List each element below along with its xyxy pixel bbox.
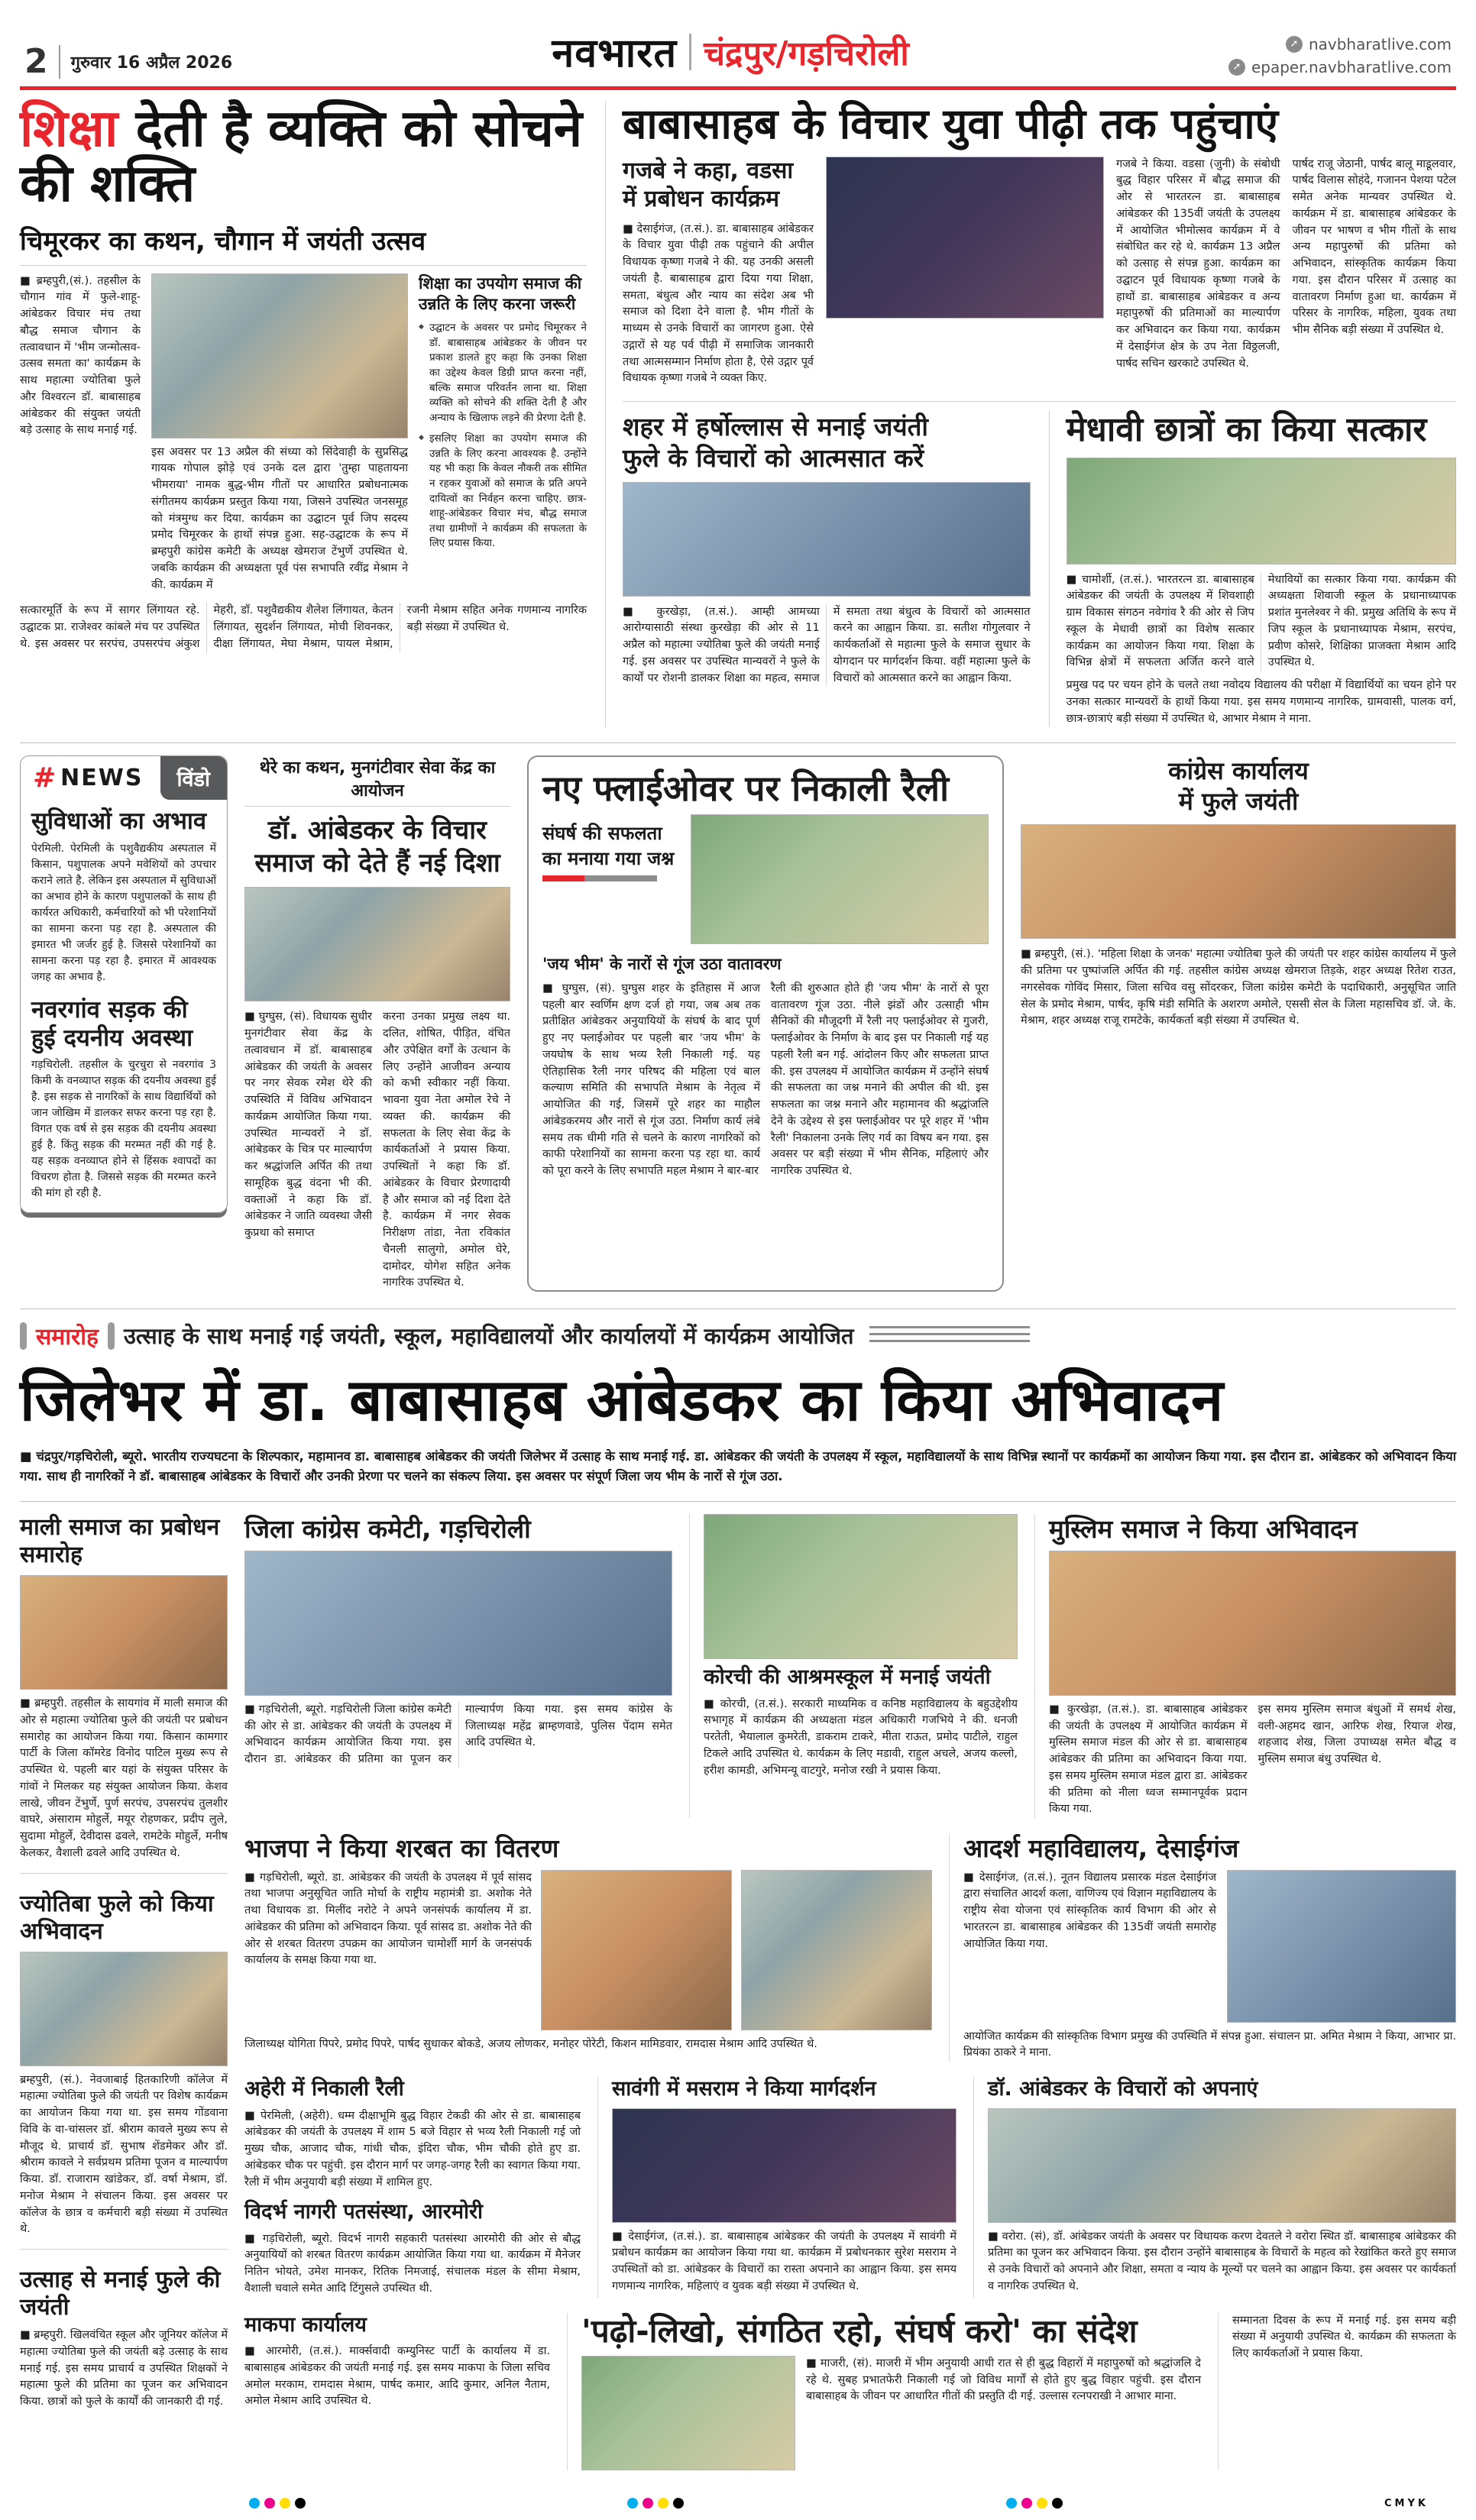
article-vichar-nai-disha: [244, 755, 510, 1292]
print-registration-footer: [20, 2492, 1456, 2512]
sidebox-item: ◆ उद्घाटन के अवसर पर प्रमोद चिमूरकर ने डॉ. बाबासाहब आंबेडकर के जीवन पर प्रकाश डालते हुए कहा कि उनका शिक्षा का उद्देश्य केवल डिग्री प्राप्त करना नहीं, बल्कि समाज परिवर्तन लाना था. शिक्षा व्यक्ति को सोचने की शक्ति देती है और अन्याय के खिलाफ लड़ने की प्रेरणा देती है.: [419, 321, 587, 425]
bjp-content-row: [244, 1870, 932, 2030]
photo-mali-samaj-gathering: [20, 1575, 228, 1690]
mali-body: ■ ब्रम्हपुरी. तहसील के सायगांव में माली समाज की ओर से महात्मा ज्योतिबा फुले की जयंती पर प्रबोधन समारोह का आयोजन किया गया. किसान कामगार पार्टी के जिला कॉमरेड विनोद पाटिल मुख्य रूप से उपस्थित थे. पहली बार यहां के संयुक्त परिसर के गांवों ने मिलकर यह संयुक्त आयोजन किया. केशव लाखे, जीवन टेंभुर्णे, पुर्ण सरपंच, उपसरपंच तुलशीर वाघरे, अंसाराम मोहुर्ले, मयूर रोहणकर, प्रदीप लुले, सुदामा मोहुर्ले, देवीदास ढवले, रामटेके मोहुर्ले, मनीष केलकर, वैशाली ढवले आदि उपस्थित थे.: [20, 1697, 228, 1859]
lower-main: [244, 1514, 1456, 2486]
photo-jila-congress-event: [244, 1551, 672, 1696]
cmyk-label: [1384, 2498, 1426, 2509]
divider: [59, 45, 60, 79]
apnayen-headline: डॉ. आंबेडकर के विचारों को अपनाएं: [988, 2077, 1258, 2101]
congress-phule-body: ■ ब्रम्हपुरी, (सं.). 'महिला शिक्षा के जनक' महात्मा ज्योतिबा फुले की जयंती पर शहर कांग्रेस कार्यालय में फुले की प्रतिमा पर पुष्पांजलि अर्पित की गई. तहसील कांग्रेस अध्यक्ष खेमराज तिड़के, शहर अध्यक्ष रितेश राउत, नगरसेवक गोविंद मिसार, जिला सचिव वसु सोंदरकर, जिला कांग्रेस कमेटी के पदाधिकारी, अनुसूचित जाति सेल के प्रमोद मेश्राम, पार्षद, कृषि मंडी समिति के अशरण अमोले, एससी सेल के जिला महासचिव डॉ. जे. के. मेश्राम, शहर अध्यक्ष राजू रामटेके, कार्यकर्ता बड़ी संख्या में उपस्थित थे.: [1021, 948, 1456, 1027]
muslim-headline: मुस्लिम समाज ने किया अभिवादन: [1049, 1514, 1358, 1545]
magenta-dot: [1021, 2498, 1032, 2509]
disha-body2: करना उनका प्रमुख लक्ष्य था. दलित, शोषित, पीड़ित, वंचित और उपेक्षित वर्गों के उत्थान के लिए उन्होंने आजीवन अन्याय को कभी स्वीकार नहीं किया. भावना युवा नेता अमोल रेचे ने व्यक्त की. कार्यक्रम की सफलता के लिए सेवा केंद्र के कार्यकर्ताओं ने प्रयास किया. उपस्थितों ने कहा कि डॉ. आंबेडकर के विचार प्रेरणादायी है और समाज को नई दिशा देते है. कार्यक्रम में नगर सेवक निरीक्षण तांडा, नेता रविकांत चैनली सालुगो, अमोल घेरे, दामोदर, योगेश सहित अनेक नागरिक उपस्थित थे.: [383, 1011, 510, 1289]
edition-name: चंद्रपुर/गड़चिरोली: [704, 34, 909, 73]
muslim-body-cols: [1049, 1702, 1456, 1818]
babasaheb-col3: पार्षद राजू जेठानी, पार्षद बालू माडूलवार, पार्षद विलास सोहंदे, गजानन पेशया पटेल समेत अनेक मान्यवर उपस्थित थे. कार्यक्रम में डा. बाबासाहब आंबेडकर के जीवन पर भाषण व भीम गीतों के साथ अन्य महापुरुषों की प्रतिमा को अभिवादन, सांस्कृतिक कार्यक्रम किया गया. इस दौरान परिसर में उत्साह का वातावरण निर्माण हुआ था. कार्यक्रम में परिसर के नागरिक, महिला, युवक तथा भीम सैनिक बड़ी संख्या में उपस्थित थे.: [1292, 157, 1456, 336]
news-item1-headline: सुविधाओं का अभाव: [31, 807, 207, 836]
kicker-bar: [20, 1322, 27, 1350]
savangi-body: ■ देसाईगंज, (त.सं.). डा. बाबासाहब आंबेडकर की जयंती के उपलक्ष्य में सावंगी में प्रबोधन कार्यक्रम का आयोजन किया गया था. कार्यक्रम में प्रबोधनकार सुरेश मसराम ने उपस्थितों को डा. आंबेडकर के विचारों का रास्ता अपनाने का आह्वान किया. इस समय गणमान्य नागरिक, महिलाएं व युवक बड़ी संख्या में उपस्थित थे.: [612, 2230, 956, 2292]
article-flyover-rally: [527, 755, 1004, 1292]
harsh-headline-line1: शहर में हर्षोल्लास से मनाई जयंती: [623, 412, 928, 442]
article-jyotiba-abhivadan: [20, 1891, 228, 2250]
article-makpa-office: [244, 2313, 550, 2470]
masthead: [20, 14, 1456, 90]
disha-headline: डॉ. आंबेडकर के विचार समाज को देते हैं नई दिशा: [254, 815, 500, 878]
magenta-dot: [264, 2498, 275, 2509]
article-harsh-jayanti: [623, 411, 1031, 727]
photo-congress-office-group: [1021, 824, 1456, 939]
news-window-header: [21, 756, 227, 800]
article-medhavi-satkar: [1049, 411, 1457, 727]
harsh-body: ■ कुरखेड़ा, (त.सं.). आम्ही आमच्या आरोग्यासाठी संस्था कुरखेड़ा की ओर से 11 अप्रैल को महात्मा ज्योतिबा फुले की जयंती मनाई गई. इस अवसर पर उपस्थित मान्यवरों ने फुले के कार्यों पर रोशनी डालकर शिक्षा का महत्व, समाज में समता तथा बंधुत्व के विचारों को आत्मसात करने का आह्वान किया. डा. सतीश गोगुलवार ने कार्यकर्ताओं से महात्मा फुले के समाज सुधार के योगदान पर मार्गदर्शन किया. वहीं महात्मा फुले के विचारों को आत्मसात करने का आह्वान किया.: [623, 605, 1031, 684]
adarsh-body1: ■ देसाईगंज, (त.सं.). नूतन विद्यालय प्रसारक मंडल देसाईगंज द्वारा संचालित आदर्श कला, वाणिज्य एवं विज्ञान महाविद्यालय के राष्ट्रीय सेवा योजना एवं सांस्कृतिक कार्य विभाग की ओर से भारतरत्न डा. बाबासाहब आंबेडकर की 135वीं जयंती समारोह आयोजित किया गया.: [963, 1871, 1216, 1950]
jila-congress-body: ■ गड़चिरोली, ब्यूरो. गड़चिरोली जिला कांग्रेस कमेटी की ओर से डा. आंबेडकर की जयंती के उपलक्ष्य में अभिवादन कार्यक्रम आयोजित किया गया. इस दौरान डा. आंबेडकर की प्रतिमा का पूजन कर माल्यार्पण किया गया. इस समय कांग्रेस के जिलाध्यक्ष महेंद्र ब्राम्हणवाडे, पुलिस पेंदाम समेत आदि उपस्थित थे.: [244, 1703, 672, 1766]
flyover-top: [542, 814, 989, 944]
photo-prabodhan-program: [826, 157, 1104, 319]
cmyk-dot-group: [1006, 2498, 1063, 2509]
disha-kicker: थेरे का कथन, मुनगंटीवार सेवा केंद्र का आयोजन: [244, 755, 510, 807]
vidarbh-headline: विदर्भ नागरी पतसंस्था, आरमोरी: [244, 2200, 483, 2224]
mali-headline: माली समाज का प्रबोधन समारोह: [20, 1514, 220, 1569]
article-congress-phule-jayanti: [1021, 755, 1456, 1292]
magenta-dot: [643, 2498, 653, 2509]
photo-savangi-program: [612, 2108, 956, 2223]
left-rail: [20, 1514, 228, 2486]
flyover-body1: ■ घुग्घुस, (सं). घुग्घुस शहर के इतिहास में आज पहली बार स्वर्णिम क्षण दर्ज हो गया, जब अब तक प्रतीक्षित आंबेडकर अनुयायियों के संघर्ष के बाद पूर्ण हुए नए फ्लाईओवर पर पहली बार 'जय भीम' के जयघोष के साथ भव्य रैली निकाली गई. यह ऐतिहासिक रैली नगर परिषद की महिला एवं बाल कल्याण समिति की सभापति मेश्राम के नेतृत्व में आयोजित की गई, जिसमें पूरे शहर का माहौल आंबेडकरमय और नारों से गूंज उठा. निर्माण कार्य लंबे समय तक धीमी गति से चलने के कारण नागरिकों को काफी परेशानियों का सामना करना पड़ रहा था. कार्य को पूरा करने के लिए सभापति महल मेश्राम ने बार-बार: [542, 982, 760, 1178]
lower-section: [20, 1501, 1456, 2486]
adarsh-headline: आदर्श महाविद्यालय, देसाईगंज: [963, 1833, 1239, 1864]
sidebox-title: शिक्षा का उपयोग समाज की उन्नति के लिए करना जरूरी: [419, 273, 582, 314]
babasaheb-body: [623, 157, 1456, 388]
medhavi-body: ■ चामोर्शी, (त.सं.). भारतरत्न डा. बाबासाहब आंबेडकर की जयंती के उपलक्ष्य में शिवशाही ग्राम विकास संगठन नवेगांव रै की ओर से जिप स्कूल के मेधावी छात्रों का विशेष सत्कार कार्यक्रम का आयोजन किया गया. शिक्षा के विभिन्न क्षेत्रों में सफलता अर्जित करने वाले मेधावियों का सत्कार किया गया. कार्यक्रम की अध्यक्षता शिवाजी स्कूल के प्रधानाध्यापक प्रशांत मुनलेश्वर ने की. प्रमुख अतिथि के रूप में जिप स्कूल के प्रधानाध्यापक मेश्राम, सरपंच, प्रवीण कोसरे, शिक्षिका प्राजक्ता मेश्राम आदि उपस्थित थे.: [1066, 573, 1456, 669]
medhavi-headline: मेधावी छात्रों का किया सत्कार: [1066, 410, 1427, 449]
babasaheb-headline: बाबासाहब के विचार युवा पीढ़ी तक पहुंचाएं: [623, 99, 1278, 148]
banner-kicker-text: उत्साह के साथ मनाई गई जयंती, स्कूल, महाविद्यालयों और कार्यालयों में कार्यक्रम आयोजित: [123, 1323, 854, 1350]
top-section: [20, 90, 1456, 727]
article-jila-congress: [244, 1514, 672, 1818]
photo-flyover-rally: [691, 814, 989, 944]
banner-kicker-row: [20, 1320, 1456, 1351]
article-tail-column: [1218, 2313, 1456, 2470]
black-dot: [1052, 2498, 1063, 2509]
medhavi-body2: प्रमुख पद पर चयन होने के चलते तथा नवोदय विद्यालय की परीक्षा में विद्यार्थियों का चयन होने पर उनका सत्कार मान्यवरों के हाथों किया गया. इस समय गणमान्य नागरिक, ग्रामवासी, पालक वर्ग, छात्र-छात्राएं बड़ी संख्या में उपस्थित थे, आभार मेश्राम ने माना.: [1066, 679, 1456, 725]
utsah-headline: उत्साह से मनाई फुले की जयंती: [20, 2266, 221, 2321]
issue-date: गुरुवार 16 अप्रैल 2026: [70, 53, 233, 73]
external-link-icon: ➚: [1286, 36, 1303, 53]
decorative-lines: [869, 1326, 1030, 1346]
utsah-body: ■ ब्रम्हपुरी. खिलवंचित स्कूल और जूनियर कॉलेज में महात्मा ज्योतिबा फुले की जयंती बड़े उत्साह के साथ मनाई गई. इस समय प्राचार्य व उपस्थित शिक्षकों ने महात्मा फुले की प्रतिमा का पूजन कर अभिवादन किया. छात्रों को फुले के कार्यों की जानकारी दी गई.: [20, 2329, 228, 2408]
photo-bjp-office-group: [741, 1870, 932, 2030]
padho-content-row: [581, 2356, 1201, 2470]
babasaheb-kicker-col: [623, 157, 814, 388]
photo-varora-statue-tribute: [988, 2108, 1456, 2223]
article-vichar-apnayen: [973, 2077, 1456, 2298]
lead-article-body: [20, 265, 587, 594]
babasaheb-kicker: गजबे ने कहा, वडसा में प्रबोधन कार्यक्रम: [623, 157, 794, 212]
top-subrow: [623, 401, 1456, 727]
banner-label: समारोह: [36, 1324, 99, 1351]
congress-phule-headline-line1: कांग्रेस कार्यालय: [1168, 756, 1309, 786]
external-link-icon: ➚: [1228, 59, 1245, 76]
lead-col3: सत्कारमूर्ति के रूप में सागर लिंगायत रहे. उद्घाटक प्रा. राजेश्वर कांबले मंच पर उपस्थित थे. इस अवसर पर सरपंच, उपसरपंच अंकुश मेहरी, डॉ. पशुवैद्यकीय शैलेश लिंगायत, केतन लिंगायत, सुदर्शन लिंगायत, मोची शिवनकर, दीक्षा लिंगायत, मेघा मेश्राम, पायल मेश्राम, रजनी मेश्राम सहित अनेक गणमान्य नागरिक बड़ी संख्या में उपस्थित थे.: [20, 604, 587, 650]
adarsh-body2: आयोजित कार्यक्रम की सांस्कृतिक विभाग प्रमुख की उपस्थिति में संपन्न हुआ. संचालन प्रा. अमित मेश्राम ने किया, आभार प्रा. प्रियंका ठाकरे ने माना.: [963, 2030, 1456, 2059]
kicker-bar: [108, 1322, 115, 1350]
aheri-headline: अहेरी में निकाली रैली: [244, 2077, 404, 2101]
cyan-dot: [627, 2498, 638, 2509]
cmyk-letter-c: C: [1384, 2497, 1392, 2509]
banner-headline: जिलेभर में डा. बाबासाहब आंबेडकर का किया अभिवादन: [20, 1366, 1224, 1435]
article-muslim-samaj: [1034, 1514, 1456, 1818]
news-item2-body: गड़चिरोली. तहसील के चुरचुरा से नवरगांव 3 किमी के वनव्याप्त सड़क की दयनीय अवस्था हुई है. इस सड़क से नागरिकों के साथ विद्यार्थियों को जान जोखिम में डालकर सफर करना पड़ रहा है. विगत एक वर्ष से इस सड़क की दयनीय अवस्था हुई है. किंतु सड़क की मरम्मत नहीं की गई है. यह सड़क वनव्याप्त होने से हिंसक श्वापदों का विचरण होता है. जिससे सड़क की मरम्मत करने की मांग हो रही है.: [31, 1058, 216, 1199]
news-window-tab: विंडो: [160, 756, 227, 800]
aheri-body: ■ पेरमिली, (अहेरी). धम्म दीक्षाभूमि बुद्ध विहार टेकडी की ओर से डा. बाबासाहब आंबेडकर की जयंती के उपलक्ष्य में शाम 5 बजे विहार से भव्य रैली निकाली गई जो मुख्य चौक, आजाद चौक, गांधी चौक, इंदिरा चौक, भीम चौकी होते हुए डा. आंबेडकर चौक पर पहुंची. इस दौरान मार्ग पर जगह-जगह रैली का स्वागत किया गया. रैली में भीम अनुयायी बड़ी संख्या में शामिल हुए.: [244, 2109, 581, 2188]
congress-phule-headline-line2: में फुले जयंती: [1178, 787, 1299, 817]
brand-block: [552, 24, 908, 79]
photo-sharbat-distribution: [541, 1870, 732, 2030]
photo-medhavi-students: [1067, 458, 1457, 564]
lead-col2: इस अवसर पर 13 अप्रैल की संध्या को सिंदेवाही के सुप्रसिद्ध गायक गोपाल झोड़े एवं उनके दल द्वारा 'तुम्हा पाहतायना भीमराया' नामक बुद्ध-भीम गीतों पर आधारित प्रबोधनात्मक संगीतमय कार्यक्रम प्रस्तुत किया गया, जिसने उपस्थित जनसमूह को मंत्रमुग्ध कर दिया. कार्यक्रम का उद्घाटन पूर्व जिप सदस्य प्रमोद चिमूरकर के हाथों संपन्न हुआ. सह-उद्घाटक के रूप में ब्रम्हपुरी कांग्रेस कमेटी के अध्यक्ष खेमराज टेंभुर्णे उपस्थित थे. जबकि कार्यक्रम की अध्यक्षता पूर्व पंस सभापति रवींद्र मेश्राम ने की. कार्यक्रम में: [151, 445, 408, 591]
flyover-body-cols: [542, 981, 989, 1180]
flyover-subhead-line1: संघर्ष की सफलता: [542, 822, 662, 844]
bjp-headline: भाजपा ने किया शरबत का वितरण: [244, 1833, 559, 1864]
news-window-box: [20, 755, 228, 1213]
article-padho-likho: [567, 2313, 1201, 2470]
lead-headline-rest: देती है व्यक्ति को सोचने की शक्ति: [20, 99, 583, 214]
newspaper-title: नवभारत: [552, 31, 678, 76]
disha-body1: ■ घुग्घुस, (सं). विधायक सुधीर मुनगंटीवार सेवा केंद्र के तत्वावधान में डॉ. बाबासाहब आंबेडकर की जयंती के अवसर पर नगर सेवक रमेश थेरे की उपस्थिति में विविध अभिवादन कार्यक्रम आयोजित किया गया. उपस्थित मान्यवरों ने डॉ. आंबेडकर के चित्र पर माल्यार्पण कर श्रद्धांजलि अर्पित की तथा सामूहिक बुद्ध वंदना भी की. वक्ताओं ने कहा कि डॉ. आंबेडकर ने जाति व्यवस्था जैसी कुप्रथा को समाप्त: [244, 1011, 372, 1240]
flyover-body2: रैली की शुरुआत होते ही 'जय भीम' के नारों से पूरा वातावरण गूंज उठा. नीले झंडों और उत्साही भीम सैनिकों की मौजूदगी में रैली नए फ्लाईओवर से गुजरी, फ्लाईओवर के निर्माण के बाद इस पर निकाली गई यह पहली रैली बन गई. आंदोलन किए और सफलता प्राप्त की. इस उपलक्ष्य में आयोजित कार्यक्रम में उन्होंने संघर्ष की सफलता का जश्न मनाने की अपील की थी. इस सफलता का जश्न मनाने और महामानव की श्रद्धांजलि देने के उद्देश्य से इस फ्लाईओवर पर पूरे शहर में 'भीम रैली' निकालना उनके लिए गर्व का विषय बन गया. इस अवसर पर बड़ी संख्या में भीम सैनिक, महिलाएं और नागरिक उपस्थित थे.: [771, 982, 989, 1178]
lead-photo-stack: [151, 273, 408, 594]
photo-jayanti-stage: [151, 273, 408, 438]
vidarbh-body: ■ गड़चिरोली, ब्यूरो. विदर्भ नागरी सहकारी पतसंस्था आरमोरी की ओर से बौद्ध अनुयायियों को शरबत वितरण कार्यक्रम आयोजित किया गया था. कार्यक्रम में मैनेजर नितिन भोयते, उमेश मानकर, रितिक निमजाई, संचालक मंडल के सीमा मेश्राम, वैशाली चवाले समेत आदि टिंगुसले उपस्थित थी.: [244, 2232, 581, 2295]
padho-body: ■ माजरी, (सं). माजरी में भीम अनुयायी आधी रात से ही बुद्ध विहारों में महापुरुषों को श्रद्धांजलि दे रहे थे. सुबह प्रभातफेरी निकाली गई जो विविध मार्गों से होते हुए बुद्ध विहार पहुंची. इस दौरान बाबासाहब के जीवन पर आधारित गीतों की प्रस्तुति दी गई. उल्लास रत्नपराखी ने आभार माना.: [806, 2357, 1201, 2403]
babasaheb-col2: गजबे ने किया. वडसा (जुनी) के संबोधी बुद्ध विहार परिसर में बौद्ध समाज की ओर से भारतरत्न डा. बाबासाहब आंबेडकर की 135वीं जयंती के उपलक्ष्य में आयोजित भीमोत्सव कार्यक्रम में वे संबोधित कर रहे थे. कार्यक्रम 13 अप्रैल को उत्साह से संपन्न हुआ. कार्यक्रम का उद्घाटन पूर्व विधायक कृष्णा गजबे के हाथों डा. बाबासाहब आंबेडकर व अन्य महापुरुषों की प्रतिमाओं का माल्यार्पण कर अभिवादन कर किया गया. कार्यक्रम में देसाईगंज क्षेत्र के उप नेता विठ्ठलजी, पार्षद सचिन खरकाटे उपस्थित थे.: [1116, 157, 1280, 370]
yellow-dot: [280, 2498, 290, 2509]
article-shiksha-shakti: [20, 101, 587, 727]
tail-body: सम्मानता दिवस के रूप में मनाई गई. इस समय बड़ी संख्या में अनुयायी उपस्थित थे. कार्यक्रम की सफलता के लिए कार्यकर्ताओं ने प्रयास किया.: [1232, 2314, 1456, 2360]
middle-section: [20, 742, 1456, 1292]
savangi-headline: सावंगी में मसराम ने किया मार्गदर्शन: [612, 2077, 876, 2101]
flyover-inner-headline: 'जय भीम' के नारों से गूंज उठा वातावरण: [542, 954, 782, 973]
black-dot: [673, 2498, 684, 2509]
lower-row-c: [244, 2077, 1456, 2298]
bjp-body1: ■ गड़चिरोली, ब्यूरो. डा. आंबेडकर की जयंती के उपलक्ष्य में पूर्व सांसद तथा भाजपा अनुसूचित जाति मोर्चा के राष्ट्रीय महामंत्री डा. अशोक नेते तथा विधायक डा. मिलींद नरोटे ने अपने जनसंपर्क कार्यालय में डा. आंबेडकर की प्रतिमा को अभिवादन किया. पूर्व सांसद डा. अशोक नेते की ओर से शरबत वितरण उपक्रम का आयोजन चामोर्शी मार्ग के जनसंपर्क कार्यालय के समक्ष किया गया था.: [244, 1871, 532, 1967]
muslim-body1: ■ कुरखेड़ा, (त.सं.). डा. बाबासाहब आंबेडकर की जयंती के उपलक्ष्य में आयोजित कार्यक्रम में मुस्लिम समाज मंडल की ओर से डा. बाबासाहब आंबेडकर की प्रतिमा का अभिवादन किया गया. इस समय मुस्लिम समाज मंडल द्वारा डा. आंबेडकर की प्रतिमा को नीला ध्वज सम्मानपूर्वक प्रदान किया गया.: [1049, 1703, 1248, 1816]
hash-icon: #: [33, 762, 57, 794]
website-link-row[interactable]: [1228, 33, 1452, 56]
flyover-subhead-line2: का मनाया गया जश्न: [542, 848, 675, 870]
lead-headline: [20, 101, 587, 212]
jyotiba-headline: ज्योतिबा फुले को किया अभिवादन: [20, 1890, 214, 1945]
adarsh-content-row: [963, 1870, 1456, 2023]
lead-sidebox: [419, 273, 587, 594]
page-number: 2: [24, 42, 48, 81]
padho-headline: 'पढ़ो-लिखो, संगठित रहो, संघर्ष करो' का संदेश: [581, 2311, 1138, 2350]
black-dot: [295, 2498, 306, 2509]
photo-college-tribute: [20, 1952, 228, 2066]
jila-congress-headline: जिला कांग्रेस कमेटी, गड़चिरोली: [244, 1514, 531, 1545]
cmyk-letter-m: M: [1394, 2497, 1405, 2509]
flyover-headline: नए फ्लाईओवर पर निकाली रैली: [542, 768, 950, 810]
article-adarsh-college: [949, 1833, 1456, 2062]
korchi-body: ■ कोरची, (त.सं.). सरकारी माध्यमिक व कनिष्ठ महाविद्यालय के बहुउद्देशीय सभागृह में कार्यक्रम की अध्यक्षता मंडल अधिकारी गजभिये ने की. धनजी परतेती, भैयालाल कुमरेती, डाकराम टाकरे, मीता राऊत, प्रमोद पाटीले, राहुल टिकले आदि उपस्थित थे. कार्यक्रम के लिए मडावी, राहुल अचले, अजय कल्लो, हरीश कामडी, अभिमन्यू वाटगुरे, मनोज रखी ने प्रयास किया.: [704, 1697, 1018, 1777]
apnayen-body: ■ वरोरा. (सं), डॉ. आंबेडकर जयंती के अवसर पर विधायक करण देवतले ने वरोरा स्थित डॉ. बाबासाहब आंबेडकर की प्रतिमा का पूजन कर अभिवादन किया. इस दौरान उन्होंने बाबासाहब के विचारों के महत्व को रेखांकित करते हुए समाज से उनके विचारों को अपनाने और शिक्षा, समता व न्याय के मूल्यों पर चलने का आह्वान किया. इस अवसर पर कार्यकर्ता व नागरिक उपस्थित थे.: [988, 2230, 1456, 2292]
makpa-body: ■ आरमोरी, (त.सं.). मार्क्सवादी कम्युनिस्ट पार्टी के कार्यालय में डा. बाबासाहब आंबेडकर की जयंती मनाई गई. इस समय माकपा के जिला सचिव अमोल मरकाम, रामदास मेश्राम, पार्षद कमार, आदि कुमार, अनिल नैताम, अमोल मेश्राम आदि उपस्थित थे.: [244, 2345, 550, 2408]
banner-lede: ■ चंद्रपुर/गड़चिरोली, ब्यूरो. भारतीय राज्यघटना के शिल्पकार, महामानव डा. बाबासाहब आंबेडकर की जयंती जिलेभर में उत्साह के साथ मनाई गई. डा. आंबेडकर की जयंती के उपलक्ष्य में स्कूल, महाविद्यालयों के साथ विभिन्न स्थानों पर कार्यक्रमों का आयोजन किया गया. इस दौरान डा. आंबेडकर को अभिवादन किया गया. साथ ही नागरिकों ने डॉ. बाबासाहब आंबेडकर के विचारों और उनकी प्रेरणा पर चलने का संकल्प लिया. इस अवसर पर संपूर्ण जिला जय भीम के नारों से गूंज उठा.: [20, 1449, 1456, 1483]
cmyk-letter-y: Y: [1407, 2497, 1415, 2509]
page-info: [24, 42, 233, 81]
article-aheri-rally: [244, 2077, 581, 2298]
website-url[interactable]: navbharatlive.com: [1308, 35, 1452, 53]
muslim-body2: इस समय मुस्लिम समाज बंधुओं में समर्थ शेख, वली-अहमद खान, आरिफ शेख, रियाज शेख, शहजाद शेख, जिला उपाध्यक्ष समेत बौद्ध व मुस्लिम समाज बंधु उपस्थित थे.: [1258, 1703, 1456, 1766]
photo-korchi-classroom: [704, 1514, 1018, 1659]
bjp-body2: जिलाध्यक्ष योगिता पिपरे, प्रमोद पिपरे, पार्षद सुधाकर बोकडे, अजय लोणकर, मनोहर पोरेटी, किशन मामिडवार, रामदास मेश्राम आदि उपस्थित थे.: [244, 2037, 817, 2050]
babasaheb-col1: ■ देसाईगंज, (त.सं.). डा. बाबासाहब आंबेडकर के विचार युवा पीढ़ी तक पहुंचाने की अपील विधायक कृष्णा गजबे ने की. यह उनकी असली जयंती है. बाबासाहब द्वारा दिया गया शिक्षा, समता, बंधुत्व और न्याय का संदेश अब भी समाज को दिशा देने वाला है. भीम गीतों के माध्यम से उनके विचारों का जागरण हुआ. ऐसे उद्गारों से यह पर्व पीढ़ी में समाजिक जानकारी तथा आत्मसम्मान निर्माण होता है, ऐसे उद्गार पूर्व विधायक कृष्णा गजबे ने व्यक्त किए.: [623, 222, 814, 385]
epaper-url[interactable]: epaper.navbharatlive.com: [1251, 58, 1452, 76]
harsh-headline-line2: फुले के विचारों को आत्मसात करें: [623, 443, 924, 474]
sidebox-item: ◆ इसलिए शिक्षा का उपयोग समाज की उन्नति के लिए करना आवश्यक है. उन्होंने यह भी कहा कि केवल नौकरी तक सीमित न रहकर युवाओं को समाज के प्रति अपने दायित्वों का निर्वहन करना चाहिए. छात्र-शाहू-आंबेडकर विचार मंच, बौद्ध समाज तथा ग्रामीणों ने कार्यक्रम की सफलता के लिए प्रयास किया.: [419, 432, 587, 552]
news-window-title: NEWS: [60, 765, 144, 792]
article-utsah-phule: [20, 2266, 228, 2421]
lead-col1: ■ ब्रम्हपुरी,(सं.). तहसील के चौगान गांव में फुले-शाहू-आंबेडकर विचार मंच तथा बौद्ध समाज चौगान के तत्वावधान में 'भीम जन्मोत्सव-उत्सव समता का' कार्यक्रम के साथ महात्मा ज्योतिबा फुले और विश्वरत्न डॉ. बाबासाहब आंबेडकर की संयुक्त जयंती बड़े उत्साह के साथ मनाई गई.: [20, 274, 141, 437]
cyan-dot: [1006, 2498, 1017, 2509]
photo-phule-group: [623, 482, 1031, 597]
lower-row-b: [244, 1833, 1456, 2062]
cyan-dot: [249, 2498, 260, 2509]
website-links: [1228, 33, 1452, 79]
cmyk-dot-group: [249, 2498, 306, 2509]
article-korchi-school: [689, 1514, 1018, 1818]
photo-seva-kendra-group: [244, 887, 510, 1001]
photo-muslim-samaj-tribute: [1049, 1551, 1456, 1696]
lead-headline-red-word: शिक्षा: [20, 99, 118, 158]
subhead-underline: [542, 875, 657, 882]
article-babasaheb-vichar: [605, 101, 1456, 727]
news-item2-headline: नवरगांव सड़क की हुई दयनीय अवस्था: [31, 995, 193, 1052]
epaper-link-row[interactable]: [1228, 56, 1452, 79]
article-mali-samaj: [20, 1514, 228, 1874]
yellow-dot: [658, 2498, 668, 2509]
cmyk-dot-group: [627, 2498, 684, 2509]
photo-adarsh-college-event: [1227, 1870, 1456, 2023]
makpa-headline: माकपा कार्यालय: [244, 2312, 367, 2337]
article-savangi-masram: [597, 2077, 956, 2298]
korchi-headline: कोरची की आश्रमस्कूल में मनाई जयंती: [704, 1665, 991, 1690]
divider: [689, 34, 691, 70]
disha-body-cols: [244, 1009, 510, 1292]
photo-prabhat-pheri: [581, 2356, 795, 2470]
yellow-dot: [1037, 2498, 1047, 2509]
cmyk-letter-k: K: [1417, 2497, 1426, 2509]
lower-row-d: [244, 2313, 1456, 2470]
flyover-subhead-block: [542, 814, 680, 944]
lower-row-a: [244, 1514, 1456, 1818]
banner-section: [20, 1309, 1456, 1486]
jyotiba-body: ब्रम्हपुरी, (सं.). नेवजाबाई हितकारिणी कॉलेज में महात्मा ज्योतिबा फुले की जयंती पर विशेष कार्यक्रम का आयोजन किया गया था. इस समय गोंडवाना विवि के वा-चांसलर डॉ. श्रीराम कावले मुख्य रूप से मौजूद थे. प्राचार्य डॉ. सुभाष शेंडमेकर और डॉ. श्रीराम कावले ने सर्वप्रथम प्रतिमा पूजन व माल्यार्पण किया. डॉ. राजाराम खांडेकर, डॉ. वर्षा मेश्राम, डॉ. मनोज मेश्राम ने संचालन किया. इस अवसर पर कॉलेज के छात्र व कर्मचारी बड़ी संख्या में उपस्थित थे.: [20, 2073, 228, 2236]
news-item1-body: पेरमिली. पेरमिली के पशुवैद्यकीय अस्पताल में किसान, पशुपालक अपने मवेशियों को उपचार कराने लाते है. लेकिन इस अस्पताल में सुविधाओं का अभाव होने के कारण पशुपालकों के साथ ही कार्यरत अधिकारी, कर्मचारियों को भी परेशानियों का सामना करना पड़ रहा है. अस्पताल की इमारत भी जर्जर हुई है. जिससे परेशानियों का सामना करना पड़ रहा है. इमारत में आवश्यक जगह का अभाव है.: [31, 842, 216, 983]
article-bjp-sharbat: [244, 1833, 932, 2062]
lead-subhead: चिमूरकर का कथन, चौगान में जयंती उत्सव: [20, 225, 426, 257]
